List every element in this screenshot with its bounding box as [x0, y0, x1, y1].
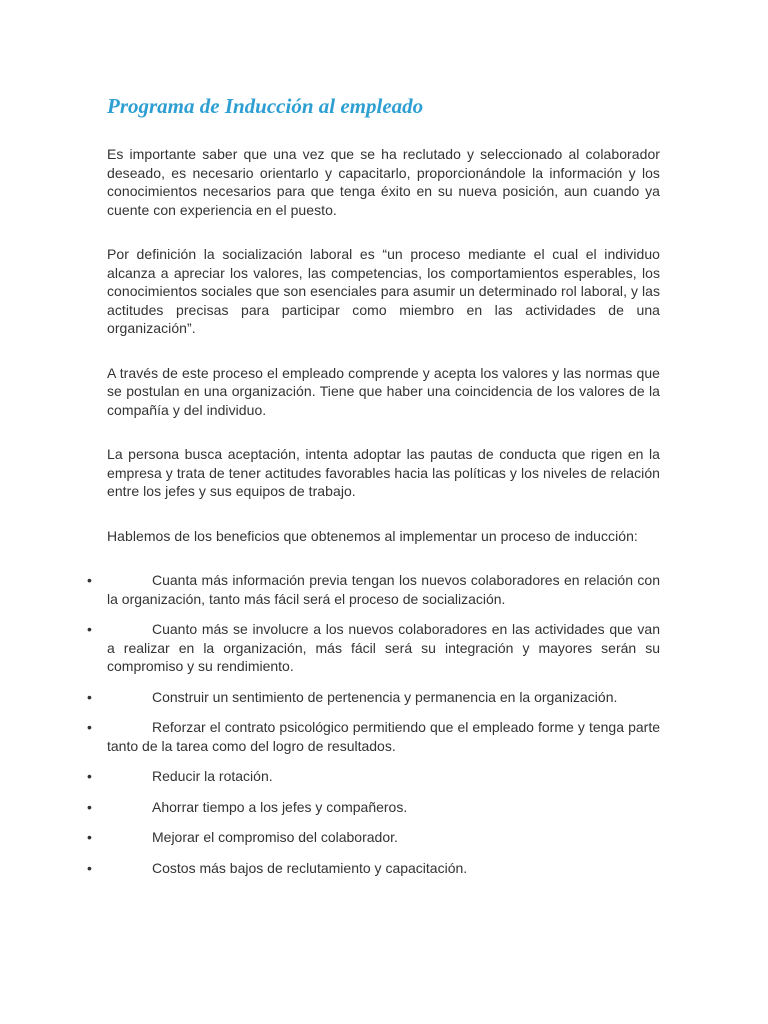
list-item: [87, 859, 660, 878]
paragraph-acceptance: La persona busca aceptación, intenta adoptar las pautas de conducta que rigen en la empresa y trata de tener actitudes favorables hacia las políticas y los niveles de relación entre los jefes y sus equipos de trabajo.: [107, 446, 660, 499]
bullet-icon: •: [87, 859, 92, 876]
document-title: Programa de Inducción al empleado: [107, 94, 424, 118]
list-item-text: Construir un sentimiento de pertenencia y permanencia en la organización.: [152, 688, 618, 705]
bullet-icon: •: [87, 798, 92, 815]
list-item-text: Reforzar el contrato psicológico permitiendo que el empleado forme y tenga parte tanto de la tarea como del logro de resultados.: [107, 719, 660, 754]
bullet-icon: •: [87, 829, 92, 845]
list-item-text: Mejorar el compromiso del colaborador.: [152, 829, 398, 845]
bullet-icon: •: [87, 621, 92, 637]
list-item: [87, 767, 660, 786]
list-item: [87, 571, 660, 608]
list-item-text: Costos más bajos de reclutamiento y capacitación.: [152, 859, 468, 876]
list-item-text: Ahorrar tiempo a los jefes y compañeros.: [152, 798, 408, 815]
list-item-text: Cuanta más información previa tengan los nuevos colaboradores en relación con la organización, tanto más fácil será el proceso de socialización.: [107, 572, 660, 607]
paragraph-benefits-intro: Hablemos de los beneficios que obtenemos al implementar un proceso de inducción:: [107, 527, 638, 544]
benefits-list: [87, 571, 660, 877]
document-body: [87, 145, 660, 889]
list-item: [87, 718, 660, 755]
list-item: [87, 798, 660, 817]
list-item-text: Reducir la rotación.: [152, 768, 273, 784]
bullet-icon: •: [87, 719, 92, 735]
bullet-icon: •: [87, 768, 92, 784]
paragraph-intro: Es importante saber que una vez que se ha reclutado y seleccionado al colaborador deseado, es necesario orientarlo y capacitarlo, proporcionándole la información y los conocimientos necesarios para que tenga éxito en su nueva posición, aun cuando ya cuente con experiencia en el puesto.: [107, 146, 660, 218]
list-item: [87, 620, 660, 676]
paragraph-process: A través de este proceso el empleado comprende y acepta los valores y las normas que se postulan en una organización. Tiene que haber una coincidencia de los valores de la compañía y del individuo.: [107, 364, 660, 418]
paragraph-definition: Por definición la socialización laboral es “un proceso mediante el cual el individuo alcanza a apreciar los valores, las competencias, los comportamientos esperables, los conocimientos sociales que son esenciales para asumir un determinado rol laboral, y las actitudes precisas para participar como miembro en las actividades de una organización”.: [107, 246, 660, 336]
list-item: [87, 828, 660, 847]
list-item-text: Cuanto más se involucre a los nuevos colaboradores en las actividades que van a realizar en la organización, más fácil será su integración y mayores serán su compromiso y su rendimiento.: [107, 621, 660, 674]
bullet-icon: •: [87, 688, 92, 705]
list-item: [87, 688, 660, 707]
bullet-icon: •: [87, 572, 92, 588]
